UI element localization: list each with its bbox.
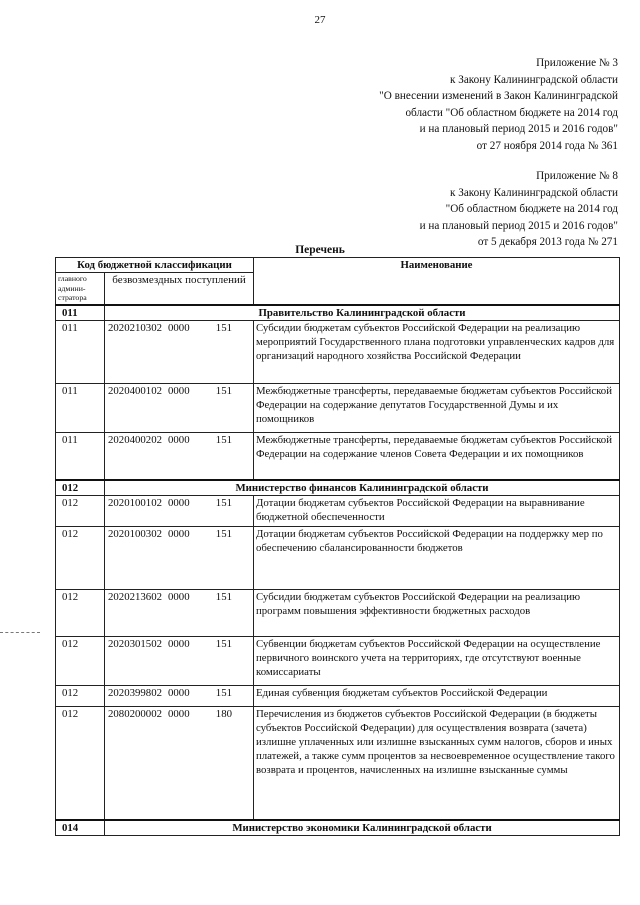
code-part-program: 0000 xyxy=(168,321,190,334)
list-title: Перечень xyxy=(295,244,345,256)
annex-line: и на плановый период 2015 и 2016 годов" xyxy=(419,123,618,135)
table-row xyxy=(56,383,620,432)
admin-code: 011 xyxy=(56,432,105,480)
admin-code: 012 xyxy=(56,589,105,636)
item-name: Межбюджетные трансферты, передаваемые бюджетам субъектов Российской Федерации на содержание членов Совета Федерации и их помощников xyxy=(254,432,620,480)
classification-code xyxy=(105,320,254,383)
page-number: 27 xyxy=(314,14,326,26)
annex-original-header xyxy=(420,168,618,251)
table-row xyxy=(56,636,620,685)
item-name: Субсидии бюджетам субъектов Российской Федерации на реализацию программ повышения эффективности бюджетных расходов xyxy=(254,589,620,636)
annex-line: "О внесении изменений в Закон Калининградской xyxy=(379,90,618,102)
code-part-program: 0000 xyxy=(168,527,190,540)
code-part-kosgu: 151 xyxy=(215,637,232,650)
table-row xyxy=(56,526,620,589)
item-name: Субвенции бюджетам субъектов Российской Федерации на осуществление первичного воинского учета на территориях, где отсутствуют военные комиссариаты xyxy=(254,636,620,685)
code-part-main: 2080200002 xyxy=(108,707,162,720)
header-name: Наименование xyxy=(254,258,620,305)
section-title: Правительство Калининградской области xyxy=(105,305,620,321)
code-part-program: 0000 xyxy=(168,433,190,446)
code-part-main: 2020301502 xyxy=(108,637,162,650)
code-part-main: 2020400202 xyxy=(108,433,162,446)
annex-line: "Об областном бюджете на 2014 год xyxy=(445,203,618,215)
section-title: Министерство экономики Калининградской области xyxy=(105,820,620,836)
section-code: 014 xyxy=(56,820,105,836)
section-code: 012 xyxy=(56,480,105,496)
header-admin: главного админи-стратора xyxy=(56,273,105,305)
annex-line: и на плановый период 2015 и 2016 годов" xyxy=(419,219,618,232)
admin-code: 012 xyxy=(56,526,105,589)
section-row xyxy=(56,305,620,321)
code-part-main: 2020400102 xyxy=(108,384,162,397)
code-part-kosgu: 151 xyxy=(215,496,232,509)
section-code: 011 xyxy=(56,305,105,321)
table-header-row xyxy=(56,258,620,273)
item-name: Межбюджетные трансферты, передаваемые бюджетам субъектов Российской Федерации на содержание депутатов Государственной Думы и их помощников xyxy=(254,383,620,432)
annex-line: Приложение № 8 xyxy=(536,170,618,182)
admin-code: 012 xyxy=(56,636,105,685)
code-part-main: 2020100102 xyxy=(108,496,162,509)
table-row xyxy=(56,589,620,636)
classification-code xyxy=(105,526,254,589)
item-name: Субсидии бюджетам субъектов Российской Федерации на реализацию мероприятий Государственного плана подготовки управленческих кадров для организаций народного хозяйства Российской Федерации xyxy=(254,320,620,383)
admin-code: 012 xyxy=(56,706,105,820)
admin-code: 012 xyxy=(56,495,105,526)
table-row xyxy=(56,706,620,820)
admin-code: 011 xyxy=(56,383,105,432)
section-row xyxy=(56,820,620,836)
code-part-main: 2020399802 xyxy=(108,686,162,699)
annex-current-header xyxy=(379,55,618,154)
item-name: Дотации бюджетам субъектов Российской Федерации на поддержку мер по обеспечению сбалансированности бюджетов xyxy=(254,526,620,589)
annex-line: от 27 ноября 2014 года № 361 xyxy=(476,139,618,152)
code-part-kosgu: 151 xyxy=(215,590,232,603)
code-part-program: 0000 xyxy=(168,686,190,699)
classification-code xyxy=(105,432,254,480)
header-code: Код бюджетной классификации xyxy=(56,258,254,273)
table-row xyxy=(56,685,620,706)
code-part-program: 0000 xyxy=(168,707,190,720)
section-row xyxy=(56,480,620,496)
admin-code: 012 xyxy=(56,685,105,706)
item-name: Дотации бюджетам субъектов Российской Федерации на выравнивание бюджетной обеспеченности xyxy=(254,495,620,526)
code-part-program: 0000 xyxy=(168,590,190,603)
annex-line: к Закону Калининградской области xyxy=(450,186,618,199)
annex-line: к Закону Калининградской области xyxy=(450,73,618,86)
classification-code xyxy=(105,636,254,685)
annex-line: области "Об областном бюджете на 2014 год xyxy=(405,106,618,119)
code-part-main: 2020210302 xyxy=(108,321,162,334)
classification-code xyxy=(105,685,254,706)
code-part-kosgu: 180 xyxy=(215,707,232,720)
item-name: Единая субвенция бюджетам субъектов Российской Федерации xyxy=(254,685,620,706)
code-part-kosgu: 151 xyxy=(215,527,232,540)
table-row xyxy=(56,495,620,526)
code-part-main: 2020100302 xyxy=(108,527,162,540)
classification-code xyxy=(105,706,254,820)
classification-code xyxy=(105,589,254,636)
table-row xyxy=(56,432,620,480)
scan-artifact-line xyxy=(0,632,40,633)
budget-classification-table xyxy=(55,257,620,836)
code-part-kosgu: 151 xyxy=(215,433,232,446)
annex-line: от 5 декабря 2013 года № 271 xyxy=(477,236,618,248)
classification-code xyxy=(105,383,254,432)
section-title: Министерство финансов Калининградской области xyxy=(105,480,620,496)
code-part-kosgu: 151 xyxy=(215,686,232,699)
code-part-program: 0000 xyxy=(168,384,190,397)
admin-code: 011 xyxy=(56,320,105,383)
code-part-kosgu: 151 xyxy=(215,321,232,334)
annex-line: Приложение № 3 xyxy=(536,57,618,69)
item-name: Перечисления из бюджетов субъектов Российской Федерации (в бюджеты субъектов Российской Федерации) для осуществления возврата (зачета) излишне уплаченных или излишне взысканных сумм налогов, сборов и иных платежей, а также сумм процентов за несвоевременное осуществление такого возврата и процентов, начисленных на излишне взысканные суммы xyxy=(254,706,620,820)
code-part-program: 0000 xyxy=(168,496,190,509)
code-part-program: 0000 xyxy=(168,637,190,650)
code-part-main: 2020213602 xyxy=(108,590,162,603)
code-part-kosgu: 151 xyxy=(215,384,232,397)
table-row xyxy=(56,320,620,383)
header-bez: безвозмездных поступлений xyxy=(105,273,254,305)
classification-code xyxy=(105,495,254,526)
